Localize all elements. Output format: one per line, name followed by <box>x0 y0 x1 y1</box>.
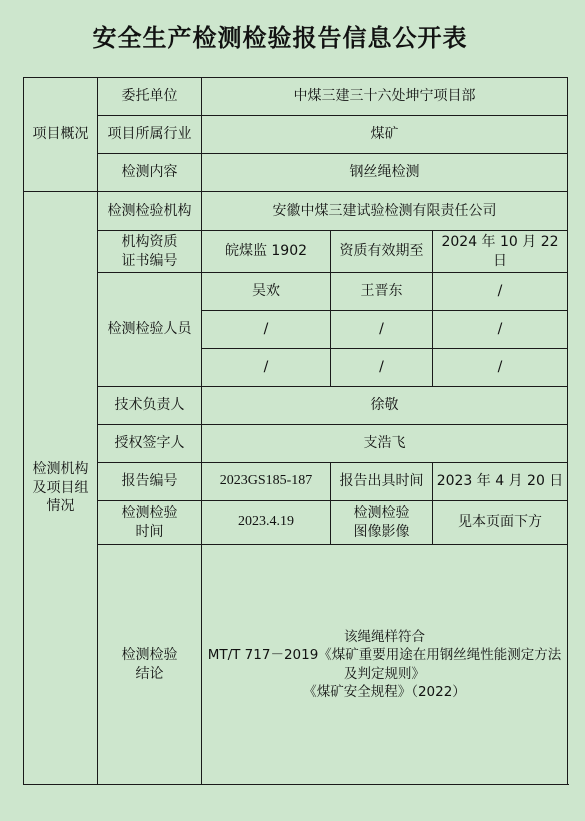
tech-label: 技术负责人 <box>98 387 202 425</box>
validity-label: 资质有效期至 <box>331 231 433 273</box>
cert-value: 皖煤监 1902 <box>202 231 331 273</box>
image-label-line-1: 检测检验 <box>353 504 410 521</box>
org-value: 安徽中煤三建试验检测有限责任公司 <box>202 192 568 231</box>
test-time-label-line-1: 检测检验 <box>121 504 178 521</box>
personnel-cell: / <box>433 349 568 387</box>
personnel-cell: 吴欢 <box>202 273 331 311</box>
image-label-line-2: 图像影像 <box>353 523 410 540</box>
report-no-label: 报告编号 <box>98 463 202 501</box>
conclusion-line-3: 《煤矿安全规程》（2022） <box>303 683 466 700</box>
conclusion-line-2: MT/T 717－2019《煤矿重要用途在用钢丝绳性能测定方法及判定规则》 <box>207 647 562 682</box>
issue-time-label: 报告出具时间 <box>331 463 433 501</box>
issue-time-value: 2023 年 4 月 20 日 <box>433 463 568 501</box>
personnel-cell: 王晋东 <box>331 273 433 311</box>
entrust-value: 中煤三建三十六处坤宁项目部 <box>202 78 568 116</box>
personnel-cell: / <box>433 273 568 311</box>
section-institution <box>24 192 98 785</box>
test-time-value: 2023.4.19 <box>202 501 331 545</box>
org-label: 检测检验机构 <box>98 192 202 231</box>
section-institution-label-1: 检测机构 <box>32 460 89 477</box>
personnel-cell: / <box>202 349 331 387</box>
test-time-label-line-2: 时间 <box>135 523 164 540</box>
content-label: 检测内容 <box>98 154 202 192</box>
signer-value: 支浩飞 <box>202 425 568 463</box>
section-conclusion-label-1: 检测检验 <box>121 646 178 663</box>
image-label <box>331 501 433 545</box>
report-no-value: 2023GS185-187 <box>202 463 331 501</box>
personnel-cell: / <box>331 349 433 387</box>
section-conclusion-label-2: 结论 <box>135 665 164 682</box>
section-institution-label-2: 及项目组 <box>32 479 89 496</box>
personnel-label: 检测检验人员 <box>98 273 202 387</box>
tech-value: 徐敬 <box>202 387 568 425</box>
cert-label-line-1: 机构资质 <box>121 233 178 250</box>
section-institution-label-3: 情况 <box>46 498 75 515</box>
page-title: 安全生产检测检验报告信息公开表 <box>92 23 468 52</box>
personnel-cell: / <box>331 311 433 349</box>
section-overview <box>24 78 98 192</box>
conclusion-line-1: 该绳绳样符合 <box>344 629 425 646</box>
signer-label: 授权签字人 <box>98 425 202 463</box>
personnel-cell: / <box>433 311 568 349</box>
info-table <box>23 77 568 785</box>
cert-label-line-2: 证书编号 <box>121 252 178 269</box>
cert-label <box>98 231 202 273</box>
test-time-label <box>98 501 202 545</box>
industry-label: 项目所属行业 <box>98 116 202 154</box>
validity-value: 2024 年 10 月 22 日 <box>433 231 568 273</box>
section-overview-label: 项目概况 <box>32 126 89 143</box>
personnel-cell: / <box>202 311 331 349</box>
section-conclusion <box>98 545 202 785</box>
content-value: 钢丝绳检测 <box>202 154 568 192</box>
image-value: 见本页面下方 <box>433 501 568 545</box>
industry-value: 煤矿 <box>202 116 568 154</box>
entrust-label: 委托单位 <box>98 78 202 116</box>
conclusion-text <box>202 545 568 785</box>
